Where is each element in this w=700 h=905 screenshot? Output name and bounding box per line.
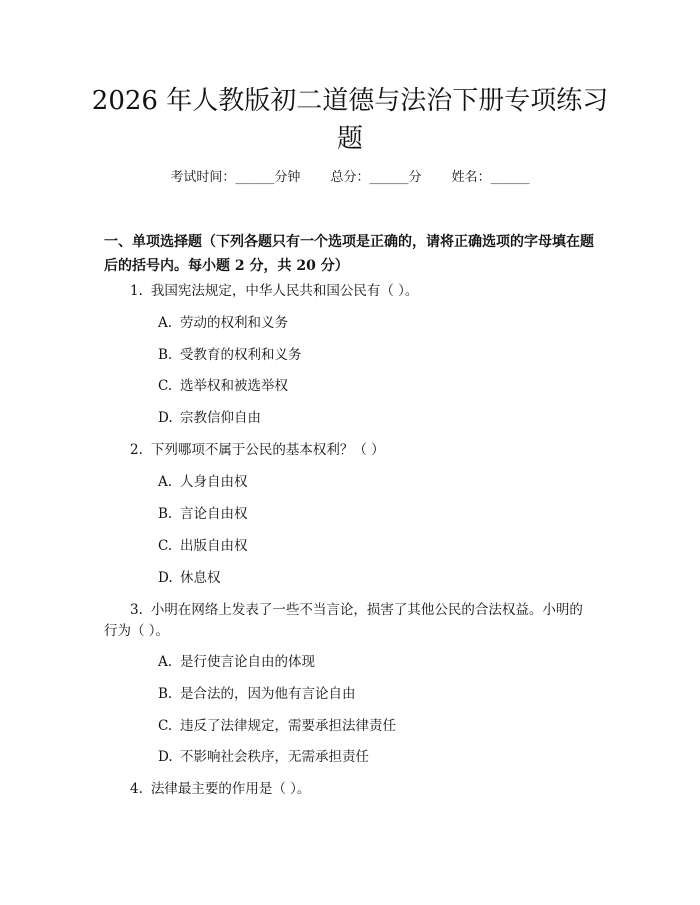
title-line-2: 题 [336, 124, 363, 154]
question-number: 3. [130, 602, 143, 618]
option-2d [158, 568, 221, 588]
option-text: 是合法的，因为他有言论自由 [180, 686, 356, 702]
option-letter: B. [158, 347, 173, 363]
student-name-label: 姓名：______ [451, 170, 530, 185]
question-text: 下列哪项不属于公民的基本权利？（ ） [150, 442, 385, 458]
option-2b [158, 504, 248, 524]
section-heading-line-1: 一、单项选择题（下列各题只有一个选项是正确的，请将正确选项的字母填在题 [104, 234, 594, 250]
option-letter: B. [158, 686, 173, 702]
exam-time-label: 考试时间：______分钟 [170, 170, 301, 185]
option-letter: C. [158, 538, 173, 554]
question-1 [130, 280, 600, 302]
exam-meta [0, 168, 700, 188]
option-1d [158, 408, 261, 428]
option-text: 出版自由权 [180, 538, 248, 554]
question-text: 法律最主要的作用是（ ）。 [150, 781, 311, 797]
option-letter: D. [158, 570, 173, 586]
option-1b [158, 345, 302, 365]
option-2a [158, 472, 248, 492]
option-text: 宗教信仰自由 [180, 410, 261, 426]
question-3-line-1 [130, 599, 600, 621]
document-title [80, 82, 620, 158]
question-4 [130, 778, 600, 800]
option-text: 人身自由权 [180, 474, 248, 490]
option-letter: D. [158, 749, 173, 765]
option-1c [158, 376, 288, 396]
option-letter: A. [158, 474, 173, 490]
option-text: 不影响社会秩序，无需承担责任 [180, 749, 369, 765]
option-letter: D. [158, 410, 173, 426]
question-2 [130, 439, 600, 461]
section-heading-line-2: 后的括号内。每小题 2 分，共 20 分） [104, 258, 349, 274]
option-3a [158, 652, 315, 672]
option-letter: A. [158, 315, 173, 331]
option-text: 休息权 [180, 570, 221, 586]
option-letter: C. [158, 378, 173, 394]
option-letter: B. [158, 506, 173, 522]
question-number: 4. [130, 781, 143, 797]
question-text: 我国宪法规定，中华人民共和国公民有（ ）。 [150, 283, 419, 299]
question-number: 1. [130, 283, 143, 299]
option-2c [158, 536, 248, 556]
section-heading [104, 230, 598, 278]
total-score-label: 总分：______分 [330, 170, 422, 185]
option-text: 是行使言论自由的体现 [180, 654, 315, 670]
option-letter: A. [158, 654, 173, 670]
option-text: 受教育的权利和义务 [180, 347, 302, 363]
option-1a [158, 313, 288, 333]
question-text: 小明在网络上发表了一些不当言论，损害了其他公民的合法权益。小明的 [150, 602, 583, 618]
question-text-continued: 行为（ ）。 [104, 623, 170, 639]
option-text: 违反了法律规定，需要承担法律责任 [180, 718, 396, 734]
option-text: 选举权和被选举权 [180, 378, 288, 394]
option-3d [158, 747, 369, 767]
question-3-line-2 [104, 620, 604, 642]
title-line-1: 2026 年人教版初二道德与法治下册专项练习 [91, 86, 609, 116]
option-3c [158, 716, 396, 736]
option-text: 言论自由权 [180, 506, 248, 522]
question-number: 2. [130, 442, 143, 458]
option-letter: C. [158, 718, 173, 734]
option-3b [158, 684, 356, 704]
option-text: 劳动的权利和义务 [180, 315, 288, 331]
